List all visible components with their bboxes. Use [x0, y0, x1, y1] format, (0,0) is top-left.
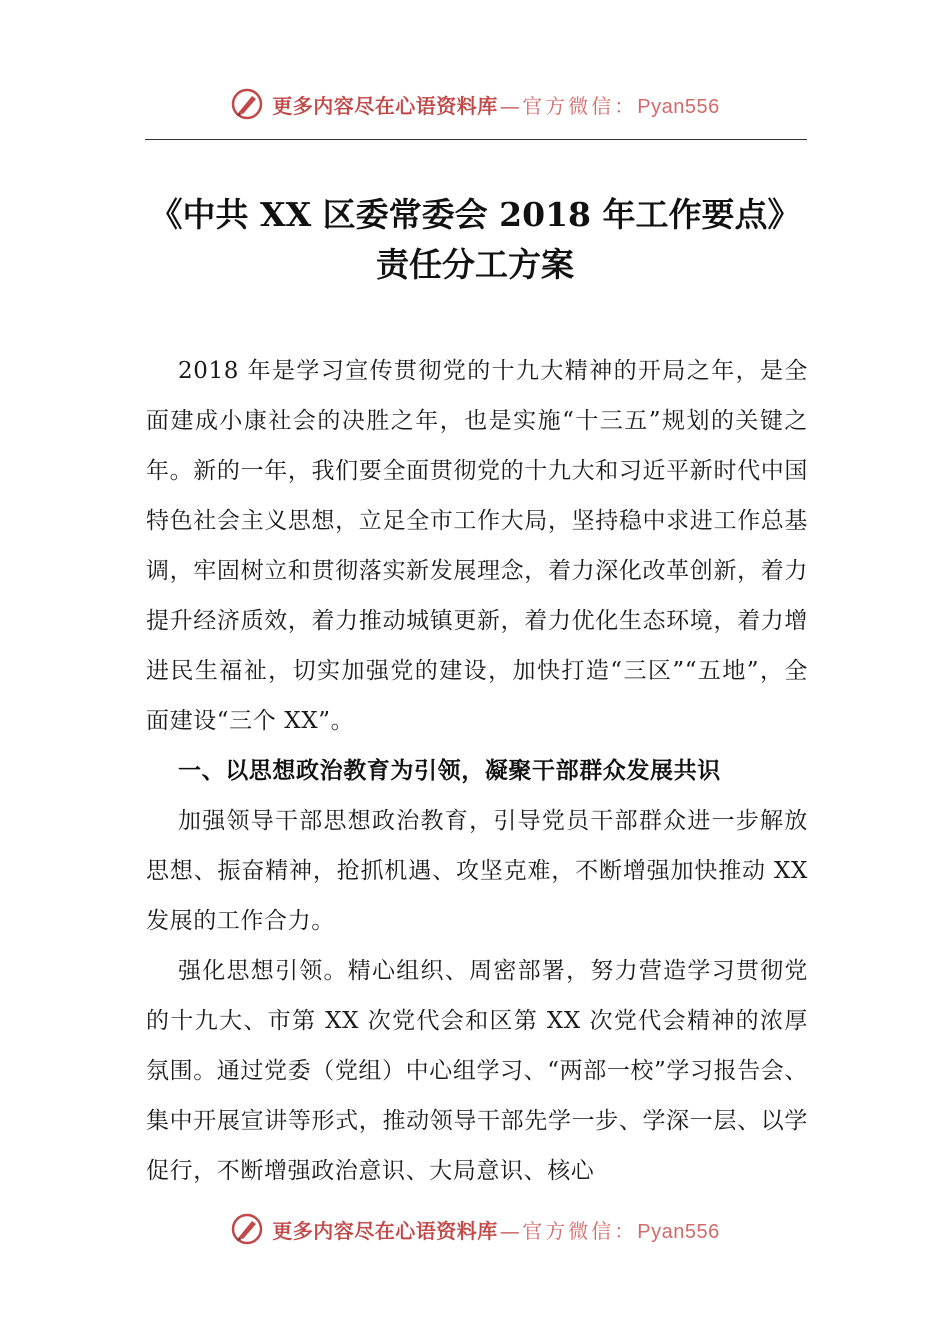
banner-text: [272, 90, 719, 119]
banner-main-text: 更多内容尽在心语资料库: [272, 93, 498, 118]
banner-wechat-id: Pyan556: [637, 95, 720, 118]
section-heading: 一、以思想政治教育为引领，凝聚干部群众发展共识: [178, 758, 721, 784]
section-paragraph-1: 加强领导干部思想政治教育，引导党员干部群众进一步解放思想、振奋精神，抢抓机遇、攻坚克难，不断增强加快推动 XX 发展的工作合力。: [146, 808, 808, 934]
title-line-1: 《中共 XX 区委常委会 2018 年工作要点》: [149, 195, 801, 234]
footer-banner-label: 官方微信：: [522, 1218, 638, 1243]
document-body: [146, 346, 808, 1196]
footer-banner-text: [272, 1215, 719, 1244]
intro-paragraph: 2018 年是学习宣传贯彻党的十九大精神的开局之年，是全面建成小康社会的决胜之年，也是实施“十三五”规划的关键之年。新的一年，我们要全面贯彻党的十九大和习近平新时代中国特色社会主义思想，立足全市工作大局，坚持稳中求进工作总基调，牢固树立和贯彻落实新发展理念，着力深化改革创新，着力提升经济质效，着力推动城镇更新，着力优化生态环境，着力增进民生福祉，切实加强党的建设，加快打造“三区”“五地”，全面建设“三个 XX”。: [146, 358, 808, 734]
footer-banner-main-text: 更多内容尽在心语资料库: [272, 1218, 498, 1243]
section-paragraph-2: 强化思想引领。精心组织、周密部署，努力营造学习贯彻党的十九大、市第 XX 次党代会和区第 XX 次党代会精神的浓厚氛围。通过党委（党组）中心组学习、“两部一校”学习报告会、集中开展宣讲等形式，推动领导干部先学一步、学深一层、以学促行，不断增强政治意识、大局意识、核心: [146, 958, 808, 1184]
header-banner: [0, 84, 950, 124]
banner-dash: —: [499, 93, 521, 118]
title-line-2: 责任分工方案: [376, 245, 574, 284]
footer-banner-dash: —: [499, 1218, 521, 1243]
pen-logo-icon: [230, 1212, 264, 1246]
banner-label: 官方微信：: [522, 93, 638, 118]
footer-banner: [0, 1209, 950, 1249]
pen-logo-icon: [230, 87, 264, 121]
footer-banner-wechat-id: Pyan556: [637, 1220, 720, 1243]
header-divider: [145, 139, 807, 140]
document-title: [0, 190, 950, 290]
